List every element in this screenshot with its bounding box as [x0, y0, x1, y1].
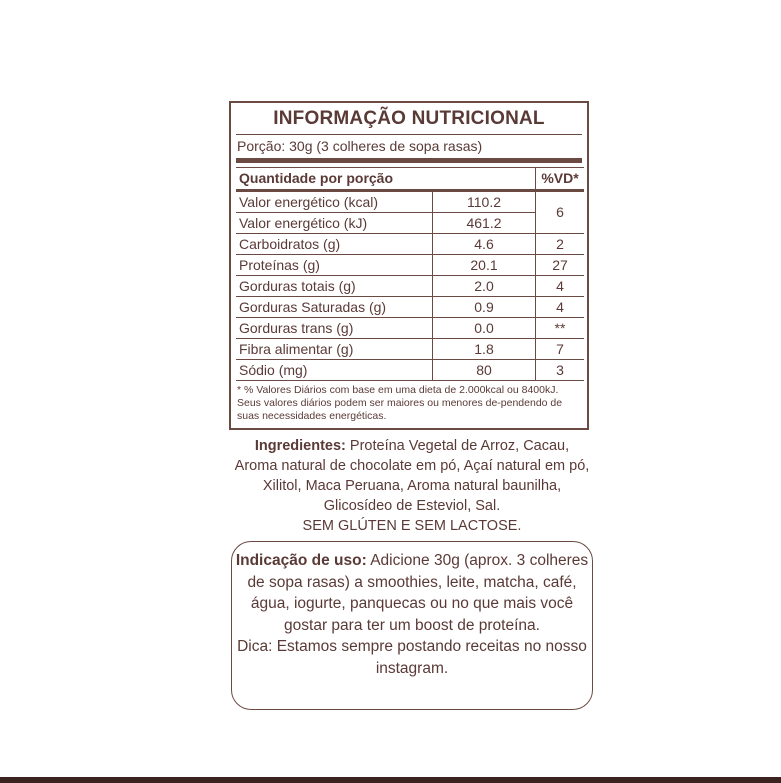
allergen-notice: SEM GLÚTEN E SEM LACTOSE.	[302, 518, 522, 534]
daily-value-footnote: * % Valores Diários com base em uma dieta de 2.000kcal ou 8400kJ. Seus valores diários podem ser maiores ou menores de-pendendo de suas necessidades energéticas.	[237, 384, 563, 422]
nutrient-value: 20.1	[433, 255, 536, 276]
nutrient-vd: **	[536, 318, 585, 339]
nutrient-value: 110.2	[433, 191, 536, 213]
label-title: INFORMAÇÃO NUTRICIONAL	[273, 108, 545, 129]
nutrient-name: Sódio (mg)	[236, 360, 433, 381]
nutrient-value: 0.9	[433, 297, 536, 318]
nutrient-name: Valor energético (kJ)	[236, 213, 433, 234]
nutrient-name: Gorduras totais (g)	[236, 276, 433, 297]
table-row	[236, 255, 584, 276]
nutrient-vd: 4	[536, 276, 585, 297]
table-row	[236, 276, 584, 297]
nutrient-name: Valor energético (kcal)	[236, 191, 433, 213]
nutrient-vd: 27	[536, 255, 585, 276]
usage-text: Adicione 30g (aprox. 3 colheres de sopa rasas) a smoothies, leite, matcha, café, água, iogurte, panquecas ou no que mais você gostar para ter um boost de proteína.	[247, 552, 589, 634]
table-row	[236, 234, 584, 255]
table-row	[236, 191, 584, 213]
thick-divider	[236, 158, 582, 163]
table-header-row	[236, 168, 584, 191]
nutrient-vd: 7	[536, 339, 585, 360]
ingredients-text: Proteína Vegetal de Arroz, Cacau, Aroma natural de chocolate em pó, Açaí natural em pó, Xilitol, Maca Peruana, Aroma natural baunilha, Glicosídeo de Esteviol, Sal.	[234, 438, 590, 514]
nutrient-value: 461.2	[433, 213, 536, 234]
header-vd: %VD*	[536, 168, 585, 191]
nutrient-name: Fibra alimentar (g)	[236, 339, 433, 360]
nutrient-value: 4.6	[433, 234, 536, 255]
nutrient-value: 1.8	[433, 339, 536, 360]
table-row	[236, 297, 584, 318]
title-divider	[236, 134, 582, 135]
usage-tip: Dica: Estamos sempre postando receitas no nosso instagram.	[237, 638, 587, 677]
portion-size: Porção: 30g (3 colheres de sopa rasas)	[237, 138, 483, 154]
usage-box	[231, 541, 593, 710]
table-row	[236, 360, 584, 381]
usage-label: Indicação de uso:	[235, 552, 367, 569]
nutrient-vd: 6	[536, 191, 585, 234]
nutrient-value: 80	[433, 360, 536, 381]
nutrient-name: Gorduras Saturadas (g)	[236, 297, 433, 318]
nutrient-vd: 2	[536, 234, 585, 255]
nutrient-name: Proteínas (g)	[236, 255, 433, 276]
nutrition-table	[236, 167, 584, 381]
table-row	[236, 339, 584, 360]
nutrient-vd: 3	[536, 360, 585, 381]
header-quantity: Quantidade por porção	[236, 168, 536, 191]
nutrient-name: Carboidratos (g)	[236, 234, 433, 255]
table-row	[236, 213, 584, 234]
ingredients-label: Ingredientes:	[254, 438, 346, 454]
nutrition-facts-label	[229, 101, 589, 430]
table-row	[236, 318, 584, 339]
nutrient-name: Gorduras trans (g)	[236, 318, 433, 339]
nutrient-vd: 4	[536, 297, 585, 318]
ingredients-block	[232, 436, 592, 536]
nutrient-value: 2.0	[433, 276, 536, 297]
bottom-border	[0, 777, 781, 783]
nutrient-value: 0.0	[433, 318, 536, 339]
